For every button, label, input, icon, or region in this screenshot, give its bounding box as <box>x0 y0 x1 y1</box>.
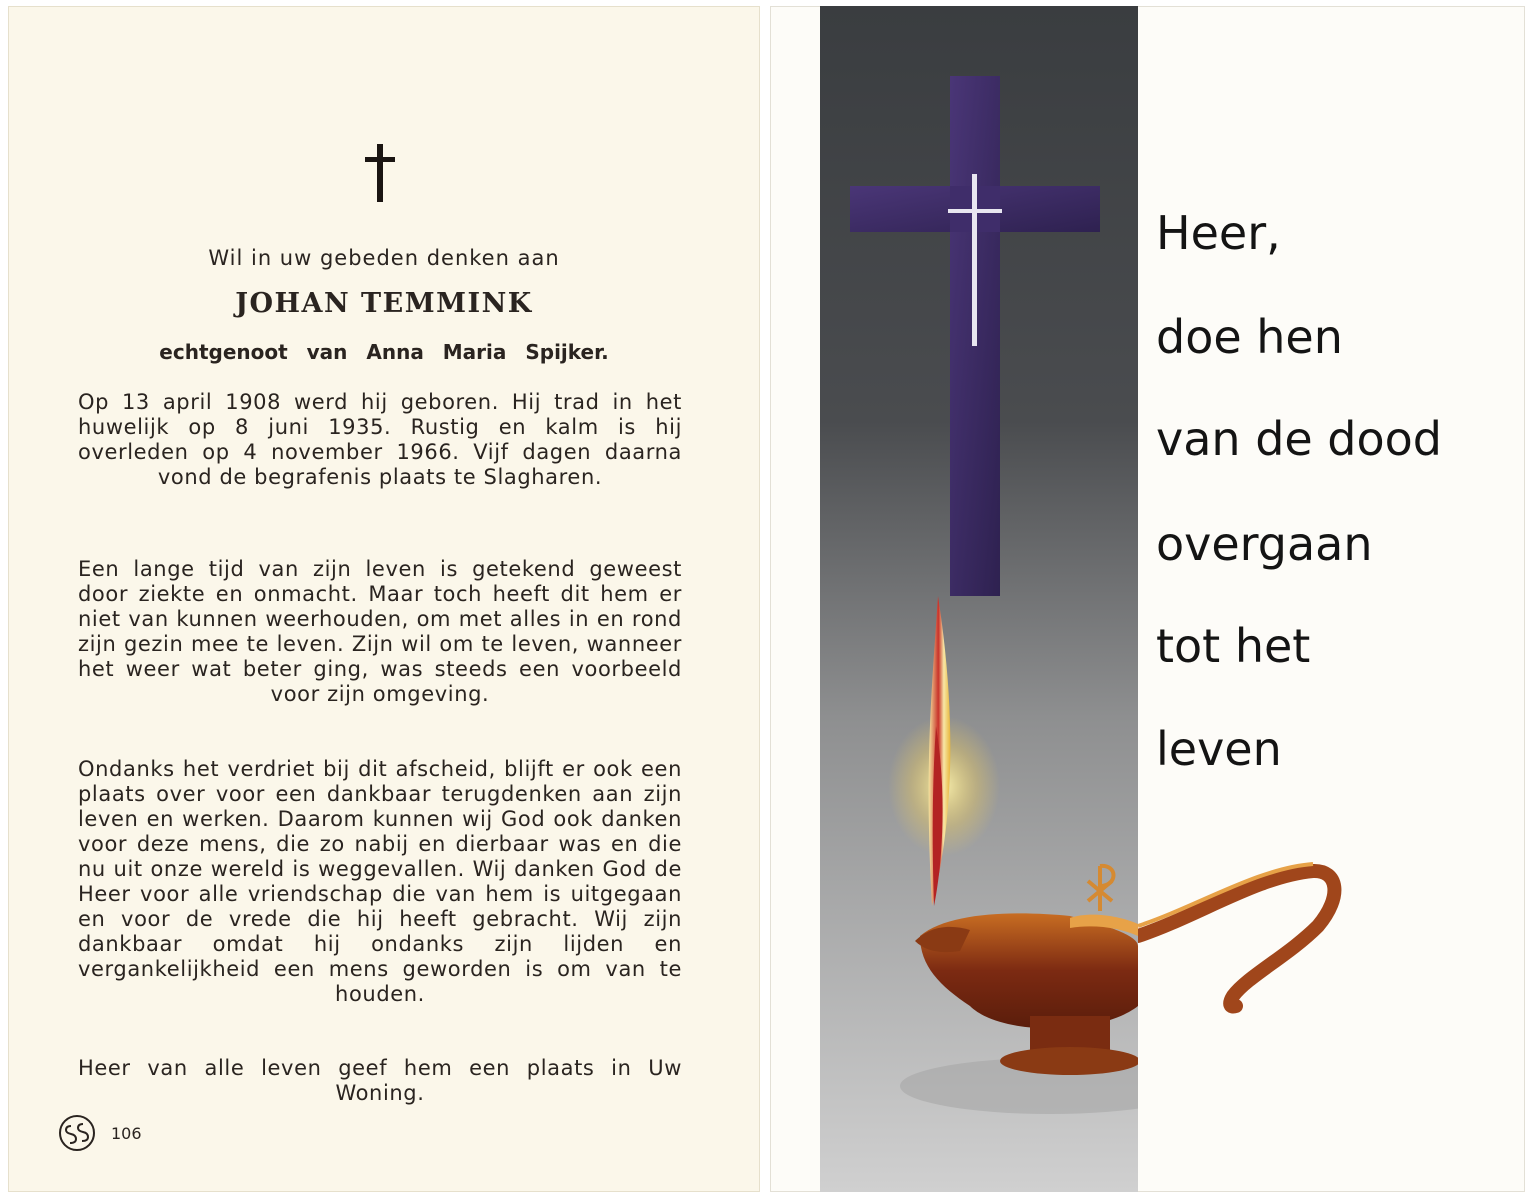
card-number: 106 <box>111 1124 142 1143</box>
spouse-line: echtgenoot van Anna Maria Spijker. <box>159 340 609 364</box>
verse-line-3: van de dood <box>1156 412 1442 466</box>
cross-and-oil-lamp-illustration <box>820 6 1138 1192</box>
prayer-paragraph: Heer van alle leven geef hem een plaats in Uw Woning. <box>78 1056 682 1105</box>
life-dates-paragraph: Op 13 april 1908 werd hij geboren. Hij trad in het huwelijk op 8 juni 1935. Rustig en kalm is hij overleden op 4 november 1966. Vijf dagen daarna vond de begrafenis plaats te Slagharen. <box>78 390 682 489</box>
verse-line-4: overgaan <box>1156 517 1373 571</box>
verse-line-6: leven <box>1156 722 1282 776</box>
deceased-name: JOHAN TEMMINK <box>235 288 533 319</box>
lamp-handle-illustration <box>1138 856 1348 1016</box>
memorial-card-text-side <box>8 6 760 1192</box>
verse-line-2: doe hen <box>1156 310 1343 364</box>
illness-paragraph: Een lange tijd van zijn leven is getekend geweest door ziekte en onmacht. Maar toch heeft dit hem er niet van kunnen weerhouden, om met alles in en rond zijn gezin mee te leven. Zijn wil om te leven, wanneer het weer wat beter ging, was steeds een voorbeeld voor zijn omgeving. <box>78 557 682 706</box>
gratitude-paragraph: Ondanks het verdriet bij dit afscheid, blijft er ook een plaats over voor een dankbaar terugdenken aan zijn leven en werken. Daarom kunnen wij God ook danken voor deze mens, die zo nabij en dierbaar was en die nu uit onze wereld is weggevallen. Wij danken God de Heer voor alle vriendschap die van hem is uitgegaan en voor de vrede die hij heeft gebracht. Wij zijn dankbaar omdat hij ondanks zijn lijden en vergankelijkheid een mens geworden is om van te houden. <box>78 757 682 1006</box>
publisher-logo-icon <box>58 1114 96 1152</box>
cross-icon <box>360 142 400 206</box>
memorial-card-image-side <box>770 6 1525 1192</box>
verse-line-1: Heer, <box>1156 206 1281 260</box>
intro-text: Wil in uw gebeden denken aan <box>208 246 560 270</box>
verse-line-5: tot het <box>1156 619 1311 673</box>
